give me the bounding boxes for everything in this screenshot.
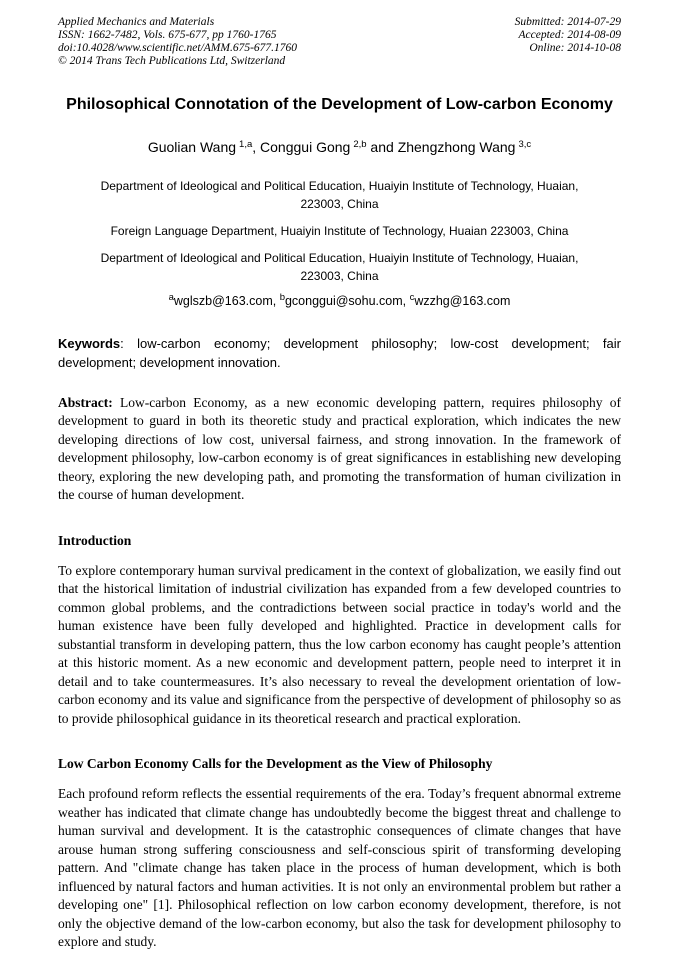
author-separator: , (252, 139, 261, 156)
author-line (58, 139, 621, 155)
journal-doi-line: doi:10.4028/www.scientific.net/AMM.675-677.1760 (58, 41, 298, 54)
keywords-text: : low-carbon economy; development philosophy; low-cost development; fair development; development innovation. (58, 336, 621, 370)
journal-copyright-line: © 2014 Trans Tech Publications Ltd, Switzerland (58, 54, 286, 67)
section-heading-low-carbon-economy: Low Carbon Economy Calls for the Development as the View of Philosophy (58, 756, 493, 772)
email-separator: , (402, 294, 410, 309)
abstract-paragraph (58, 394, 621, 505)
submitted-date: Submitted: 2014-07-29 (514, 16, 621, 28)
affiliation-2: Foreign Language Department, Huaiyin Institute of Technology, Huaian 223003, China (110, 224, 569, 239)
email-address: gconggui@sohu.com (284, 294, 403, 309)
journal-issn-line: ISSN: 1662-7482, Vols. 675-677, pp 1760-1765 (58, 28, 277, 41)
author-superscript: 3,c (518, 139, 532, 151)
paper-title: Philosophical Connotation of the Development of Low-carbon Economy (66, 95, 613, 113)
email-address: wglszb@163.com (173, 294, 273, 309)
author-emails (58, 294, 621, 308)
author-superscript: 2,b (353, 139, 367, 151)
affiliation-3: Department of Ideological and Political Education, Huaiyin Institute of Technology, Huaian, 223003, China (100, 251, 579, 284)
accepted-date: Accepted: 2014-08-09 (518, 28, 621, 41)
journal-info (58, 16, 297, 68)
abstract-text: Low-carbon Economy, as a new economic developing pattern, requires philosophy of development to guard in both its theoretic study and practical exploration, which indicates the new developing directions of low cost, universal fairness, and strong innovation. In the framework of development philosophy, low-carbon economy is of great significances in establishing new developing theory, exploring the new developing path, and promoting the transformation of human civilization in the course of human development. (58, 394, 621, 503)
email-superscript: a (168, 292, 174, 304)
author-name: Conggui Gong (260, 139, 351, 156)
journal-name: Applied Mechanics and Materials (58, 16, 215, 28)
abstract-label: Abstract: (58, 394, 113, 410)
online-date: Online: 2014-10-08 (529, 41, 621, 54)
low-carbon-economy-paragraph: Each profound reform reflects the essential requirements of the era. Today’s frequent abnormal extreme weather has indicated that climate change has undoubtedly become the biggest threat and challenge to human survival and development. It is the catastrophic consequences of climate changes that have arouse human strong suffering consciousness and self-conscious spirit of transforming developing pattern. And "climate change has taken place in the process of human development, which is both influenced by natural factors and human activities. It is not only an environmental problem but rather a developing one" [1]. Philosophical reflection on low carbon economy development, therefore, is not only the objective demand of the low-carbon economy, but also the task for development philosophy to explore and study. (58, 786, 621, 950)
author-superscript: 1,a (239, 139, 253, 151)
submission-dates (515, 16, 621, 55)
author-name: Guolian Wang (147, 139, 237, 156)
affiliation-1: Department of Ideological and Political Education, Huaiyin Institute of Technology, Huaian, 223003, China (100, 179, 579, 212)
email-superscript: c (409, 292, 415, 304)
keywords-label: Keywords (58, 336, 121, 352)
introduction-paragraph: To explore contemporary human survival predicament in the context of globalization, we easily find out that the historical limitation of industrial civilization has expanded from a few developed countries to common global problems, and the contradictions between social practice in today's world and the human existence have been fully developed and highlighted. Practice in development calls for substantial transform in developing pattern, thus the low carbon economy has caught people’s attention at this historic moment. As a new economic and development pattern, people need to interpret it in detail and to take countermeasures. It’s also necessary to reveal the development orientation of low-carbon economy and its value and significance from the perspective of development of philosophy so as to provide philosophical guidance in its theoretical research and practical exploration. (58, 562, 621, 726)
keywords-paragraph (58, 335, 621, 373)
journal-header (58, 16, 621, 68)
author-name: Zhengzhong Wang (397, 139, 516, 156)
email-address: wzzhg@163.com (414, 294, 511, 309)
section-heading-introduction: Introduction (58, 532, 132, 548)
email-superscript: b (279, 292, 285, 304)
affiliations-block (58, 177, 621, 285)
author-separator: and (366, 139, 398, 156)
email-separator: , (272, 294, 280, 309)
